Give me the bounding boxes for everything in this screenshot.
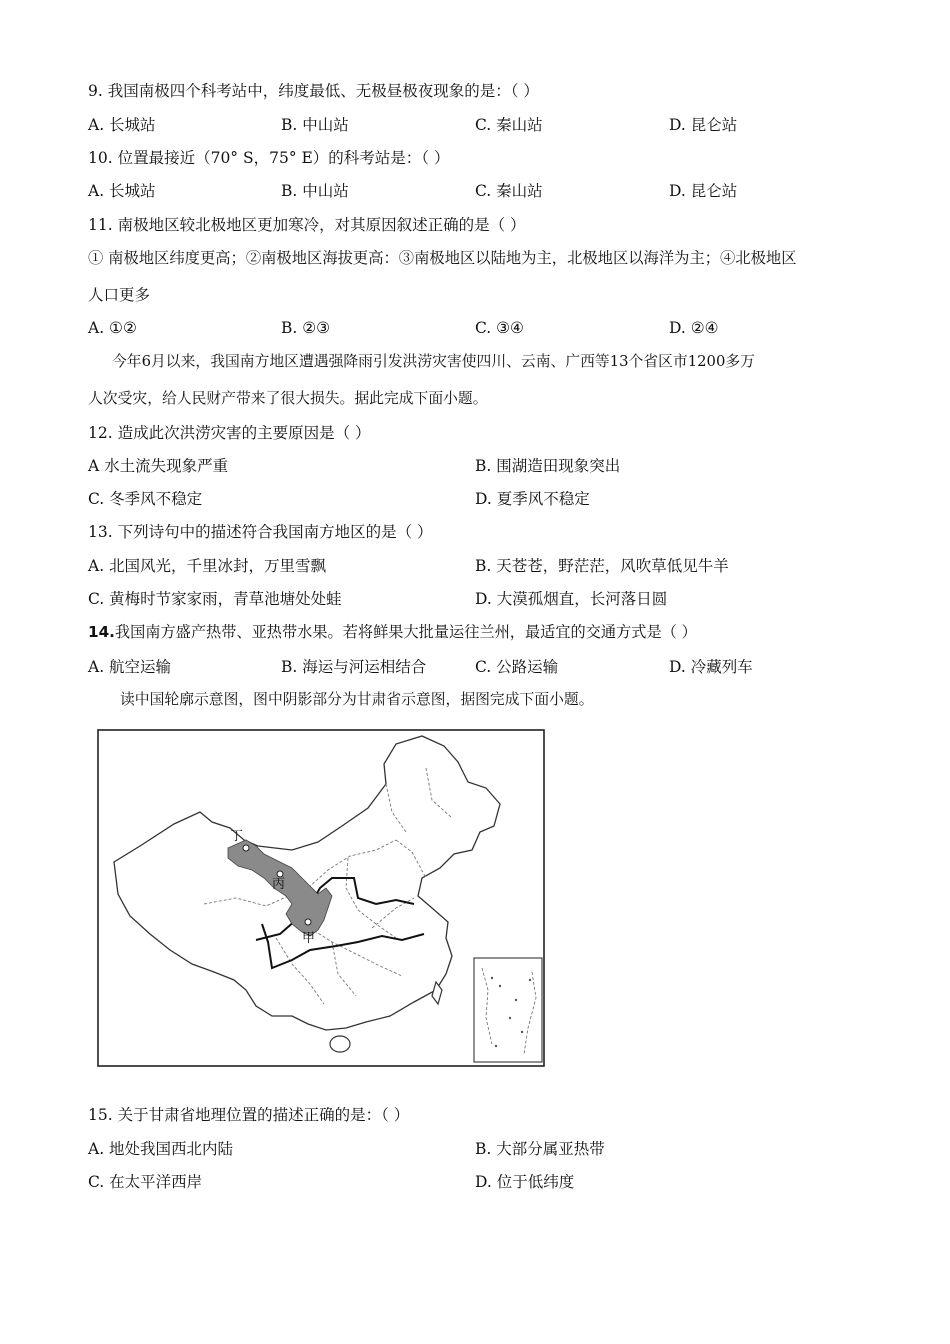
q12-option-b[interactable]: B. 围湖造田现象突出 — [475, 457, 621, 475]
q15-option-c[interactable]: C. 在太平洋西岸 — [88, 1173, 203, 1191]
q11-option-b[interactable]: B. ②③ — [281, 319, 331, 337]
q11-statements-line2: 人口更多 — [88, 286, 151, 304]
q15-stem: 15. 关于甘肃省地理位置的描述正确的是：（ ） — [88, 1106, 410, 1124]
q11-option-a[interactable]: A. ①② — [88, 319, 137, 337]
q15-option-b[interactable]: B. 大部分属亚热带 — [475, 1140, 605, 1158]
q10-option-d[interactable]: D. 昆仑站 — [669, 182, 738, 200]
point-ding — [243, 845, 249, 851]
q10-option-a[interactable]: A. 长城站 — [88, 182, 156, 200]
q13-option-d[interactable]: D. 大漠孤烟直，长河落日圆 — [475, 590, 668, 608]
q13-stem: 13. 下列诗句中的描述符合我国南方地区的是（ ） — [88, 523, 433, 541]
q14-option-c[interactable]: C. 公路运输 — [475, 658, 559, 676]
q15-option-a[interactable]: A. 地处我国西北内陆 — [88, 1140, 234, 1158]
q13-option-a[interactable]: A. 北国风光，千里冰封，万里雪飘 — [88, 557, 327, 575]
q9-option-b[interactable]: B. 中山站 — [281, 116, 349, 134]
label-ding: 丁 — [230, 829, 244, 844]
q11-statements-line1: ① 南极地区纬度更高；②南极地区海拔更高：③南极地区以陆地为主，北极地区以海洋为主；④北极地区 — [88, 249, 797, 267]
q12-option-d[interactable]: D. 夏季风不稳定 — [475, 490, 590, 508]
q14-option-b[interactable]: B. 海运与河运相结合 — [281, 658, 427, 676]
q14-stem — [88, 622, 697, 642]
label-bing: 丙 — [272, 877, 286, 892]
q10-option-c[interactable]: C. 秦山站 — [475, 182, 543, 200]
q14-number: 14. — [88, 623, 115, 641]
q11-option-c[interactable]: C. ③④ — [475, 319, 524, 337]
south-china-sea-inset — [474, 958, 542, 1062]
q9-option-d[interactable]: D. 昆仑站 — [669, 116, 738, 134]
q12-stem: 12. 造成此次洪涝灾害的主要原因是（ ） — [88, 424, 371, 442]
point-jia — [305, 919, 311, 925]
q11-stem: 11. 南极地区较北极地区更加寒冷，对其原因叙述正确的是（ ） — [88, 216, 526, 234]
q9-stem: 9. 我国南极四个科考站中，纬度最低、无极昼极夜现象的是：（ ） — [88, 82, 539, 100]
q15-option-d[interactable]: D. 位于低纬度 — [475, 1173, 575, 1191]
q12-option-a[interactable]: A 水土流失现象严重 — [88, 457, 229, 475]
label-jia: 甲 — [302, 931, 316, 946]
q9-option-a[interactable]: A. 长城站 — [88, 116, 156, 134]
q14-text: 我国南方盛产热带、亚热带水果。若将鲜果大批量运往兰州，最适宜的交通方式是（ ） — [114, 623, 697, 641]
q9-option-c[interactable]: C. 秦山站 — [475, 116, 543, 134]
q14-option-d[interactable]: D. 冷藏列车 — [669, 658, 753, 676]
q14-option-a[interactable]: A. 航空运输 — [88, 658, 172, 676]
q13-option-c[interactable]: C. 黄梅时节家家雨，青草池塘处处蛙 — [88, 590, 342, 608]
q13-option-b[interactable]: B. 天苍苍，野茫茫，风吹草低见牛羊 — [475, 557, 729, 575]
china-outline-map — [96, 728, 552, 1068]
hainan-island — [330, 1036, 350, 1052]
passage-map-intro: 读中国轮廓示意图，图中阴影部分为甘肃省示意图，据图完成下面小题。 — [120, 691, 594, 708]
q11-option-d[interactable]: D. ②④ — [669, 319, 719, 337]
q10-stem: 10. 位置最接近（70° S，75° E）的科考站是：（ ） — [88, 149, 450, 167]
passage-flood-line1: 今年6月以来，我国南方地区遭遇强降雨引发洪涝灾害使四川、云南、广西等13个省区市1200多万 — [112, 353, 755, 370]
q10-option-b[interactable]: B. 中山站 — [281, 182, 349, 200]
passage-flood-line2: 人次受灾，给人民财产带来了很大损失。据此完成下面小题。 — [88, 390, 488, 407]
q12-option-c[interactable]: C. 冬季风不稳定 — [88, 490, 203, 508]
